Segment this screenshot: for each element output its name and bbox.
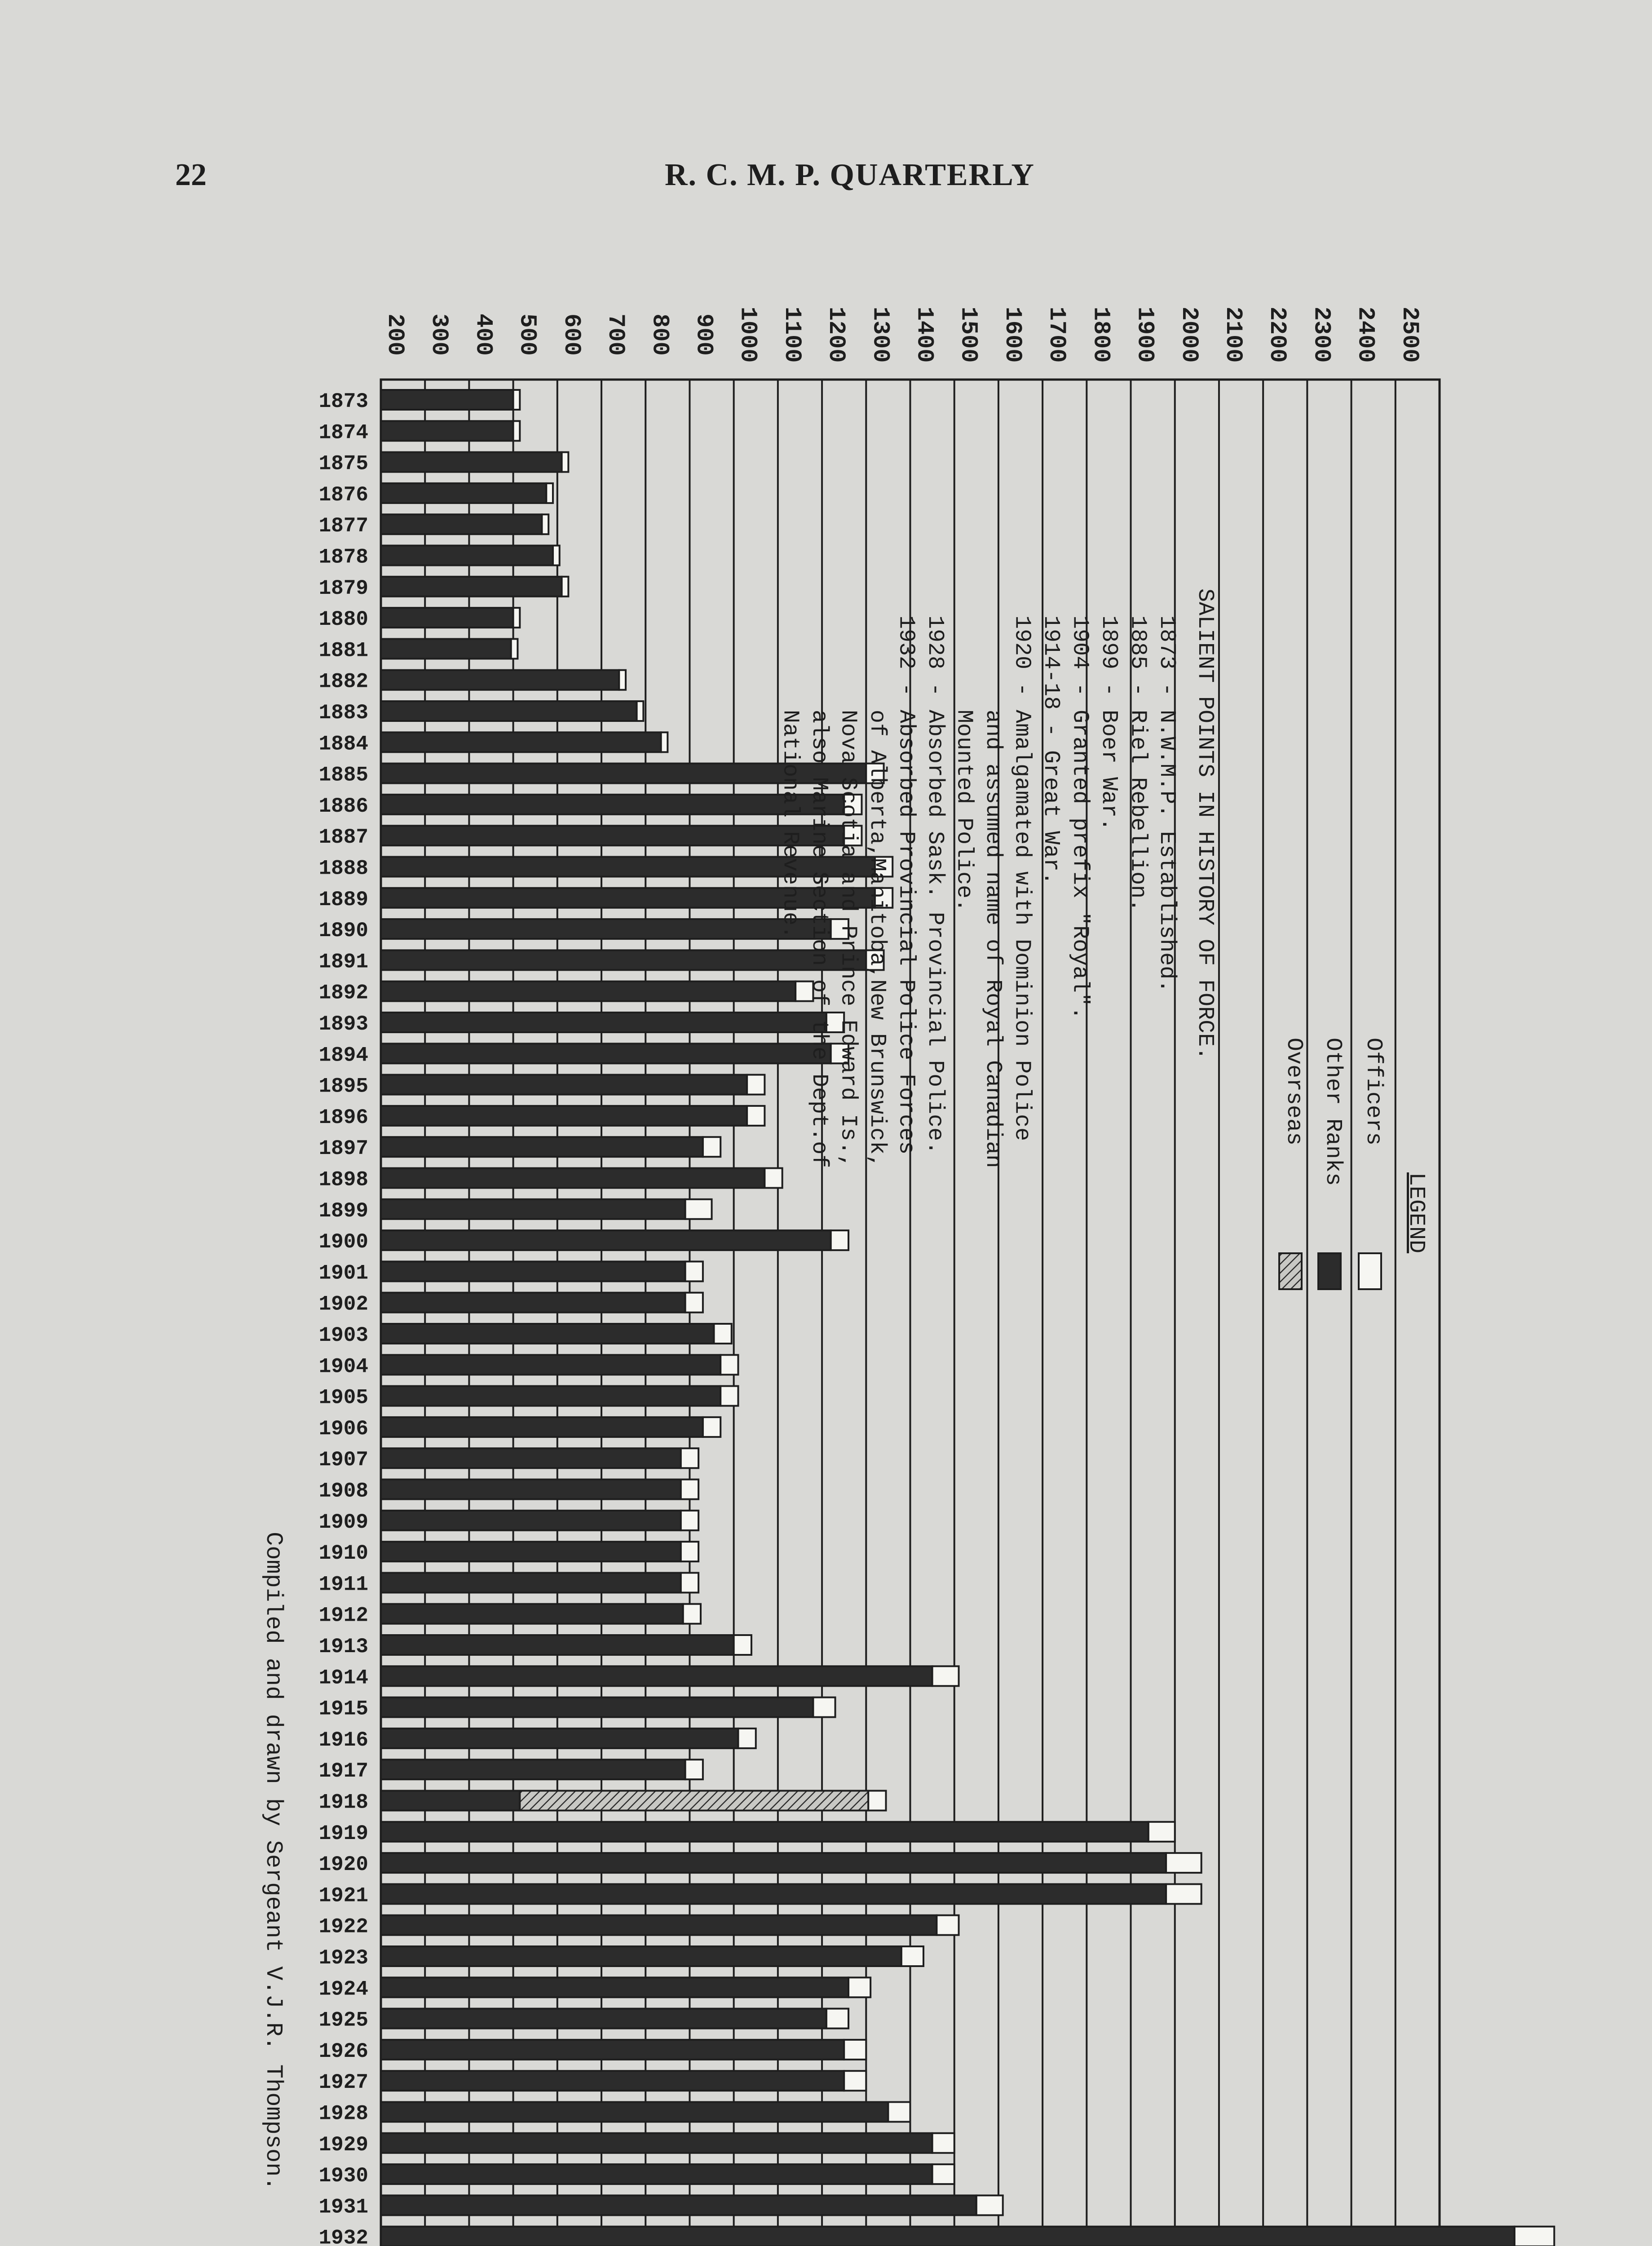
bar-officers	[619, 670, 626, 690]
year-label: 1902	[318, 1292, 368, 1316]
bar-other-ranks	[381, 1977, 848, 1997]
bar-other-ranks	[381, 1573, 681, 1592]
value-tick-label: 1500	[955, 306, 982, 363]
bar-other-ranks	[381, 2071, 844, 2091]
legend-item-other-ranks: Other Ranks	[1320, 1038, 1346, 1186]
year-label: 1887	[318, 826, 368, 849]
value-tick-label: 2300	[1308, 306, 1335, 363]
bar-officers	[703, 1137, 720, 1157]
value-tick-label: 2100	[1219, 306, 1246, 363]
year-label: 1891	[318, 950, 368, 974]
bar-other-ranks	[381, 2164, 932, 2184]
year-label: 1926	[318, 2039, 368, 2063]
bar-other-ranks	[381, 608, 513, 628]
bar-officers	[513, 608, 520, 628]
bar-officers	[764, 1168, 782, 1188]
bar-officers	[1166, 1853, 1201, 1873]
bar-other-ranks	[381, 919, 831, 939]
bar-officers	[720, 1386, 738, 1406]
year-label: 1932	[318, 2226, 368, 2246]
bar-other-ranks	[381, 2195, 976, 2215]
bar-officers	[562, 577, 569, 597]
year-label: 1876	[318, 483, 368, 507]
value-tick-label: 1900	[1131, 306, 1158, 363]
salient-line: 1920 - Amalgamated with Dominion Police	[1009, 615, 1035, 1141]
value-tick-label: 1800	[1087, 306, 1114, 363]
value-tick-label: 1200	[823, 306, 850, 363]
legend-item-officers: Officers	[1360, 1038, 1386, 1146]
bar-other-ranks	[381, 1480, 681, 1499]
salient-line: 1914-18 - Great War.	[1038, 615, 1064, 885]
bar-officers	[685, 1760, 703, 1779]
bar-other-ranks	[381, 1012, 826, 1032]
bar-officers	[546, 483, 553, 503]
bar-officers	[681, 1542, 698, 1561]
salient-points	[777, 615, 1180, 1168]
year-label: 1897	[318, 1137, 368, 1161]
bar-other-ranks	[381, 1698, 813, 1717]
year-label: 1929	[318, 2133, 368, 2157]
year-label: 1877	[318, 514, 368, 538]
bar-other-ranks	[381, 701, 637, 721]
salient-line: Nova Scotia and Prince Edward Is.,	[835, 615, 861, 1168]
bar-other-ranks	[381, 1604, 683, 1624]
year-label: 1910	[318, 1542, 368, 1565]
bar-other-ranks	[381, 1915, 936, 1935]
year-label: 1919	[318, 1822, 368, 1845]
year-label: 1922	[318, 1915, 368, 1939]
year-label: 1917	[318, 1760, 368, 1783]
bar-other-ranks	[381, 2009, 826, 2029]
bar-other-ranks	[381, 514, 542, 534]
year-label: 1908	[318, 1479, 368, 1503]
year-label: 1884	[318, 732, 368, 756]
bar-other-ranks	[381, 421, 513, 441]
running-head: R. C. M. P. QUARTERLY	[665, 158, 1035, 192]
year-label: 1909	[318, 1510, 368, 1534]
year-label: 1901	[318, 1261, 368, 1285]
bar-other-ranks	[381, 732, 661, 752]
value-tick-label: 2400	[1352, 306, 1379, 363]
year-label: 1928	[318, 2102, 368, 2126]
bar-officers	[932, 2133, 954, 2153]
bar-officers	[826, 2009, 848, 2029]
bar-other-ranks	[381, 2227, 1515, 2246]
year-label: 1889	[318, 888, 368, 911]
bar-other-ranks	[381, 982, 795, 1001]
year-label: 1920	[318, 1853, 368, 1877]
bar-officers	[685, 1261, 703, 1281]
salient-line: also Marine Section of the Dept.of	[806, 615, 832, 1168]
year-label: 1880	[318, 608, 368, 632]
year-label: 1885	[318, 763, 368, 787]
salient-line: 1885 - Riel Rebellion.	[1125, 615, 1151, 912]
value-tick-label: 2000	[1175, 306, 1202, 363]
year-label: 1906	[318, 1417, 368, 1441]
overseas-swatch	[1279, 1253, 1302, 1289]
year-label: 1879	[318, 576, 368, 600]
bar-other-ranks	[381, 1542, 681, 1561]
bar-officers	[681, 1573, 698, 1592]
bar-other-ranks	[381, 1853, 1166, 1873]
bar-officers	[932, 1666, 959, 1686]
year-label: 1904	[318, 1355, 368, 1379]
bar-officers	[720, 1355, 738, 1375]
year-label: 1918	[318, 1791, 368, 1814]
bar-officers	[542, 514, 548, 534]
year-label: 1915	[318, 1697, 368, 1721]
year-label: 1890	[318, 919, 368, 943]
value-tick-labels	[382, 307, 1423, 363]
bar-officers	[747, 1075, 764, 1095]
year-label: 1895	[318, 1074, 368, 1098]
value-tick-label: 1700	[1043, 306, 1070, 363]
bar-officers	[683, 1604, 701, 1624]
bar-officers	[513, 390, 520, 410]
salient-line: 1873 - N.W.M.P. Established.	[1154, 615, 1179, 993]
value-tick-label: 1400	[911, 306, 938, 363]
legend-item-overseas: Overseas	[1281, 1038, 1307, 1146]
bar-other-ranks	[381, 1168, 764, 1188]
value-tick-label: 900	[690, 314, 717, 356]
year-label: 1923	[318, 1946, 368, 1970]
year-label: 1912	[318, 1604, 368, 1627]
year-label: 1882	[318, 670, 368, 694]
value-tick-label: 400	[470, 314, 497, 356]
year-label: 1903	[318, 1324, 368, 1347]
bar-other-ranks	[381, 670, 619, 690]
bar-other-ranks	[381, 546, 553, 566]
bar-officers	[685, 1199, 712, 1219]
bar-other-ranks	[381, 577, 562, 597]
bar-other-ranks	[381, 826, 844, 845]
value-tick-label: 800	[646, 314, 673, 356]
bar-officers	[681, 1511, 698, 1530]
bar-other-ranks	[381, 950, 866, 970]
bar-other-ranks	[381, 1106, 747, 1126]
bar-other-ranks	[381, 1137, 703, 1157]
bar-officers	[513, 421, 520, 441]
year-label: 1916	[318, 1728, 368, 1752]
salient-title: SALIENT POINTS IN HISTORY OF FORCE.	[1192, 588, 1218, 1061]
bar-other-ranks	[381, 1199, 685, 1219]
bar-officers	[562, 452, 569, 472]
salient-line: of Alberta,Manitoba,New Brunswick,	[864, 615, 890, 1168]
value-tick-label: 1600	[999, 306, 1026, 363]
value-tick-label: 2200	[1264, 306, 1291, 363]
value-tick-label: 500	[514, 314, 541, 356]
legend-title: LEGEND	[1403, 1172, 1429, 1254]
bar-other-ranks	[381, 1511, 681, 1530]
bar-other-ranks	[381, 1729, 738, 1748]
value-tick-label: 300	[426, 314, 453, 356]
value-tick-label: 1000	[734, 306, 761, 363]
bar-other-ranks	[381, 1230, 831, 1250]
year-label: 1921	[318, 1884, 368, 1908]
year-label: 1886	[318, 794, 368, 818]
bar-other-ranks	[381, 1884, 1166, 1904]
bar-officers	[1515, 2227, 1554, 2246]
bar-other-ranks	[381, 452, 562, 472]
other-ranks-swatch	[1318, 1253, 1341, 1289]
bar-other-ranks	[381, 483, 546, 503]
bar-officers	[637, 701, 644, 721]
bar-officers	[661, 732, 668, 752]
year-label: 1893	[318, 1012, 368, 1036]
bar-officers	[703, 1417, 720, 1437]
year-label: 1914	[318, 1666, 368, 1690]
salient-line: National Revenue.	[777, 615, 803, 939]
year-label: 1931	[318, 2195, 368, 2219]
bar-officers	[714, 1324, 731, 1344]
bar-officers	[844, 2071, 866, 2091]
bar-other-ranks	[381, 1635, 734, 1655]
year-label: 1881	[318, 639, 368, 663]
bar-other-ranks	[381, 2133, 932, 2153]
year-label: 1888	[318, 857, 368, 880]
legend	[1279, 1038, 1429, 1289]
year-label: 1896	[318, 1105, 368, 1129]
year-label: 1905	[318, 1386, 368, 1410]
year-label: 1924	[318, 1977, 368, 2001]
bar-officers	[901, 1946, 923, 1966]
bar-other-ranks	[381, 2040, 844, 2060]
bar-officers	[734, 1635, 751, 1655]
year-label: 1873	[318, 390, 368, 413]
bar-officers	[932, 2164, 954, 2184]
salient-line: 1932 - Absorbed Provincial Police Forces	[893, 615, 919, 1155]
salient-line: Mounted Police.	[951, 615, 977, 912]
bar-officers	[511, 639, 518, 659]
year-label: 1925	[318, 2008, 368, 2032]
bar-officers	[844, 2040, 866, 2060]
bar-officers	[553, 546, 560, 566]
salient-line: and assumed name of Royal Canadian	[980, 615, 1006, 1168]
bar-officers	[681, 1448, 698, 1468]
year-label: 1894	[318, 1043, 368, 1067]
year-label: 1930	[318, 2164, 368, 2188]
bar-other-ranks	[381, 1448, 681, 1468]
year-label: 1900	[318, 1230, 368, 1254]
page-number: 22	[175, 158, 207, 192]
bar-other-ranks	[381, 390, 513, 410]
bar-other-ranks	[381, 1355, 720, 1375]
officers-swatch	[1359, 1253, 1381, 1289]
value-tick-label: 700	[602, 314, 629, 356]
salient-line: 1899 - Boer War.	[1096, 615, 1122, 831]
bar-officers	[848, 1977, 870, 1997]
value-tick-label: 600	[558, 314, 585, 356]
bar-other-ranks	[381, 1075, 747, 1095]
bar-officers	[831, 1230, 848, 1250]
bar-other-ranks	[381, 2102, 888, 2122]
bar-other-ranks	[381, 1261, 685, 1281]
salient-line: 1928 - Absorbed Sask. Provincial Police.	[922, 615, 948, 1155]
bar-other-ranks	[381, 1386, 720, 1406]
year-label: 1883	[318, 701, 368, 725]
bar-officers	[868, 1791, 886, 1811]
bar-other-ranks	[381, 1324, 714, 1344]
value-tick-label: 1100	[778, 306, 805, 363]
year-label: 1892	[318, 981, 368, 1005]
year-label: 1899	[318, 1199, 368, 1223]
year-labels	[319, 390, 368, 2246]
year-label: 1878	[318, 545, 368, 569]
year-label: 1907	[318, 1448, 368, 1472]
year-label: 1874	[318, 421, 368, 445]
bar-officers	[813, 1698, 835, 1717]
bar-officers	[1148, 1822, 1175, 1842]
bar-overseas	[520, 1791, 868, 1811]
bar-other-ranks	[381, 1760, 685, 1779]
bar-officers	[936, 1915, 959, 1935]
value-tick-label: 200	[382, 314, 408, 356]
value-tick-label: 2500	[1396, 306, 1423, 363]
bar-officers	[1166, 1884, 1201, 1904]
bar-officers	[747, 1106, 764, 1126]
year-label: 1875	[318, 452, 368, 476]
bar-officers	[685, 1293, 703, 1313]
bar-other-ranks	[381, 1822, 1148, 1842]
bar-other-ranks	[381, 1666, 932, 1686]
year-label: 1898	[318, 1168, 368, 1192]
credit-line: Compiled and drawn by Sergeant V.J.R. Thompson.	[260, 1532, 287, 2191]
bar-other-ranks	[381, 795, 844, 814]
bar-officers	[681, 1480, 698, 1499]
bar-other-ranks	[381, 1946, 901, 1966]
year-label: 1913	[318, 1635, 368, 1658]
bar-other-ranks	[381, 639, 511, 659]
bar-officers	[976, 2195, 1003, 2215]
bar-officers	[888, 2102, 910, 2122]
value-tick-label: 1300	[867, 306, 894, 363]
bar-other-ranks	[381, 1417, 703, 1437]
bar-other-ranks	[381, 1043, 831, 1063]
bar-other-ranks	[381, 1293, 685, 1313]
year-label: 1911	[318, 1573, 368, 1596]
year-label: 1927	[318, 2071, 368, 2095]
bar-other-ranks	[381, 1791, 520, 1811]
bar-officers	[738, 1729, 755, 1748]
salient-line: 1904 - Granted prefix "Royal".	[1067, 615, 1093, 1020]
